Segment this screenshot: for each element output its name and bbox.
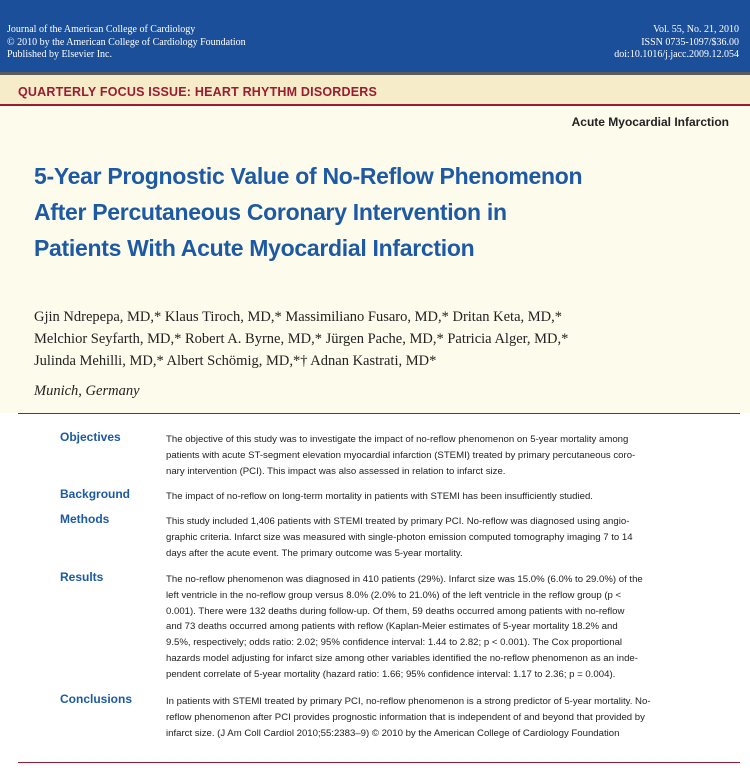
text-line: left ventricle in the no-reflow group versus 8.0% (2.0% to 21.0%) of the left ventricle in the reflow group (p < [166,589,622,601]
section-text [166,489,740,505]
affiliation: Munich, Germany [34,383,140,399]
author-list [34,306,724,372]
section-label: Methods [60,512,110,526]
author-line: Gjin Ndrepepa, MD,* Klaus Tiroch, MD,* Massimiliano Fusaro, MD,* Dritan Keta, MD,* [34,309,563,325]
title-line: 5-Year Prognostic Value of No-Reflow Phenomenon [34,163,583,189]
text-line: pendent correlate of 5-year mortality (hazard ratio: 1.66; 95% confidence interval: 1.17 to 2.36; p = 0.004). [166,668,616,680]
text-line: hazards model adjusting for infarct size among other variables identified the no-reflow phenomenon as an inde- [166,652,638,664]
author-line: Melchior Seyfarth, MD,* Robert A. Byrne, MD,* Jürgen Pache, MD,* Patricia Alger, MD,* [34,331,569,347]
section-label: Conclusions [60,692,133,706]
abstract-top-divider [18,413,740,414]
issue-info [614,24,739,62]
journal-name: Journal of the American College of Cardiology [7,24,196,35]
title-line: Patients With Acute Myocardial Infarction [34,235,475,261]
section-label: Background [60,487,131,501]
text-line: and 73 deaths occurred among patients with reflow (Kaplan-Meier estimates of 5-year mortality 18.2% and [166,621,618,633]
focus-issue-label: QUARTERLY FOCUS ISSUE: HEART RHYTHM DISORDERS [18,85,378,99]
section-text [166,694,740,741]
journal-masthead [0,0,750,72]
text-line: patients with acute ST-segment elevation myocardial infarction (STEMI) treated by primary percutaneous coro- [166,449,636,461]
text-line: graphic criteria. Infarct size was measured with single-photon emission computed tomography imaging 7 to 14 [166,531,633,543]
text-line: This study included 1,406 patients with STEMI treated by primary PCI. No-reflow was diagnosed using angio- [166,516,630,527]
text-line: infarct size. (J Am Coll Cardiol 2010;55:2383–9) © 2010 by the American College of Cardiology Foundation [166,727,620,739]
publisher-line: Published by Elsevier Inc. [7,49,112,60]
focus-issue-band [0,75,750,105]
author-line: Julinda Mehilli, MD,* Albert Schömig, MD,*† Adnan Kastrati, MD* [34,353,437,369]
copyright-line: © 2010 by the American College of Cardiology Foundation [7,36,246,48]
abstract-bottom-divider [18,762,740,763]
text-line: The impact of no-reflow on long-term mortality in patients with STEMI has been insufficiently studied. [166,491,593,502]
text-line: The objective of this study was to investigate the impact of no-reflow phenomenon on 5-year mortality among [166,434,629,445]
section-label: Results [60,570,104,584]
title-line: After Percutaneous Coronary Intervention in [34,199,507,225]
section-text [166,514,740,561]
text-line: 0.001). There were 132 deaths during follow-up. Of them, 59 deaths occurred among patients with no-reflow [166,605,625,617]
section-label: Objectives [60,430,121,444]
text-line: nary intervention (PCI). This impact was also assessed in relation to infarct size. [166,465,506,477]
section-text [166,432,740,479]
text-line: reflow phenomenon after PCI provides prognostic information that is independent of and beyond that provided by [166,711,645,723]
text-line: In patients with STEMI treated by primary PCI, no-reflow phenomenon is a strong predictor of 5-year mortality. No- [166,696,651,707]
section-text [166,572,740,683]
article-title [34,158,714,266]
text-line: The no-reflow phenomenon was diagnosed in 410 patients (29%). Infarct size was 15.0% (6.0% to 29.0%) of the [166,574,643,585]
text-line: days after the acute event. The primary outcome was 5-year mortality. [166,547,463,559]
article-category: Acute Myocardial Infarction [571,115,729,129]
journal-info [7,24,246,62]
issn-line: ISSN 0735-1097/$36.00 [641,36,739,48]
text-line: 9.5%, respectively; odds ratio: 2.02; 95% confidence interval: 1.44 to 2.82; p < 0.001). The Cox proportional [166,637,623,649]
volume-line: Vol. 55, No. 21, 2010 [653,24,739,35]
doi-line: doi:10.1016/j.jacc.2009.12.054 [614,49,739,60]
